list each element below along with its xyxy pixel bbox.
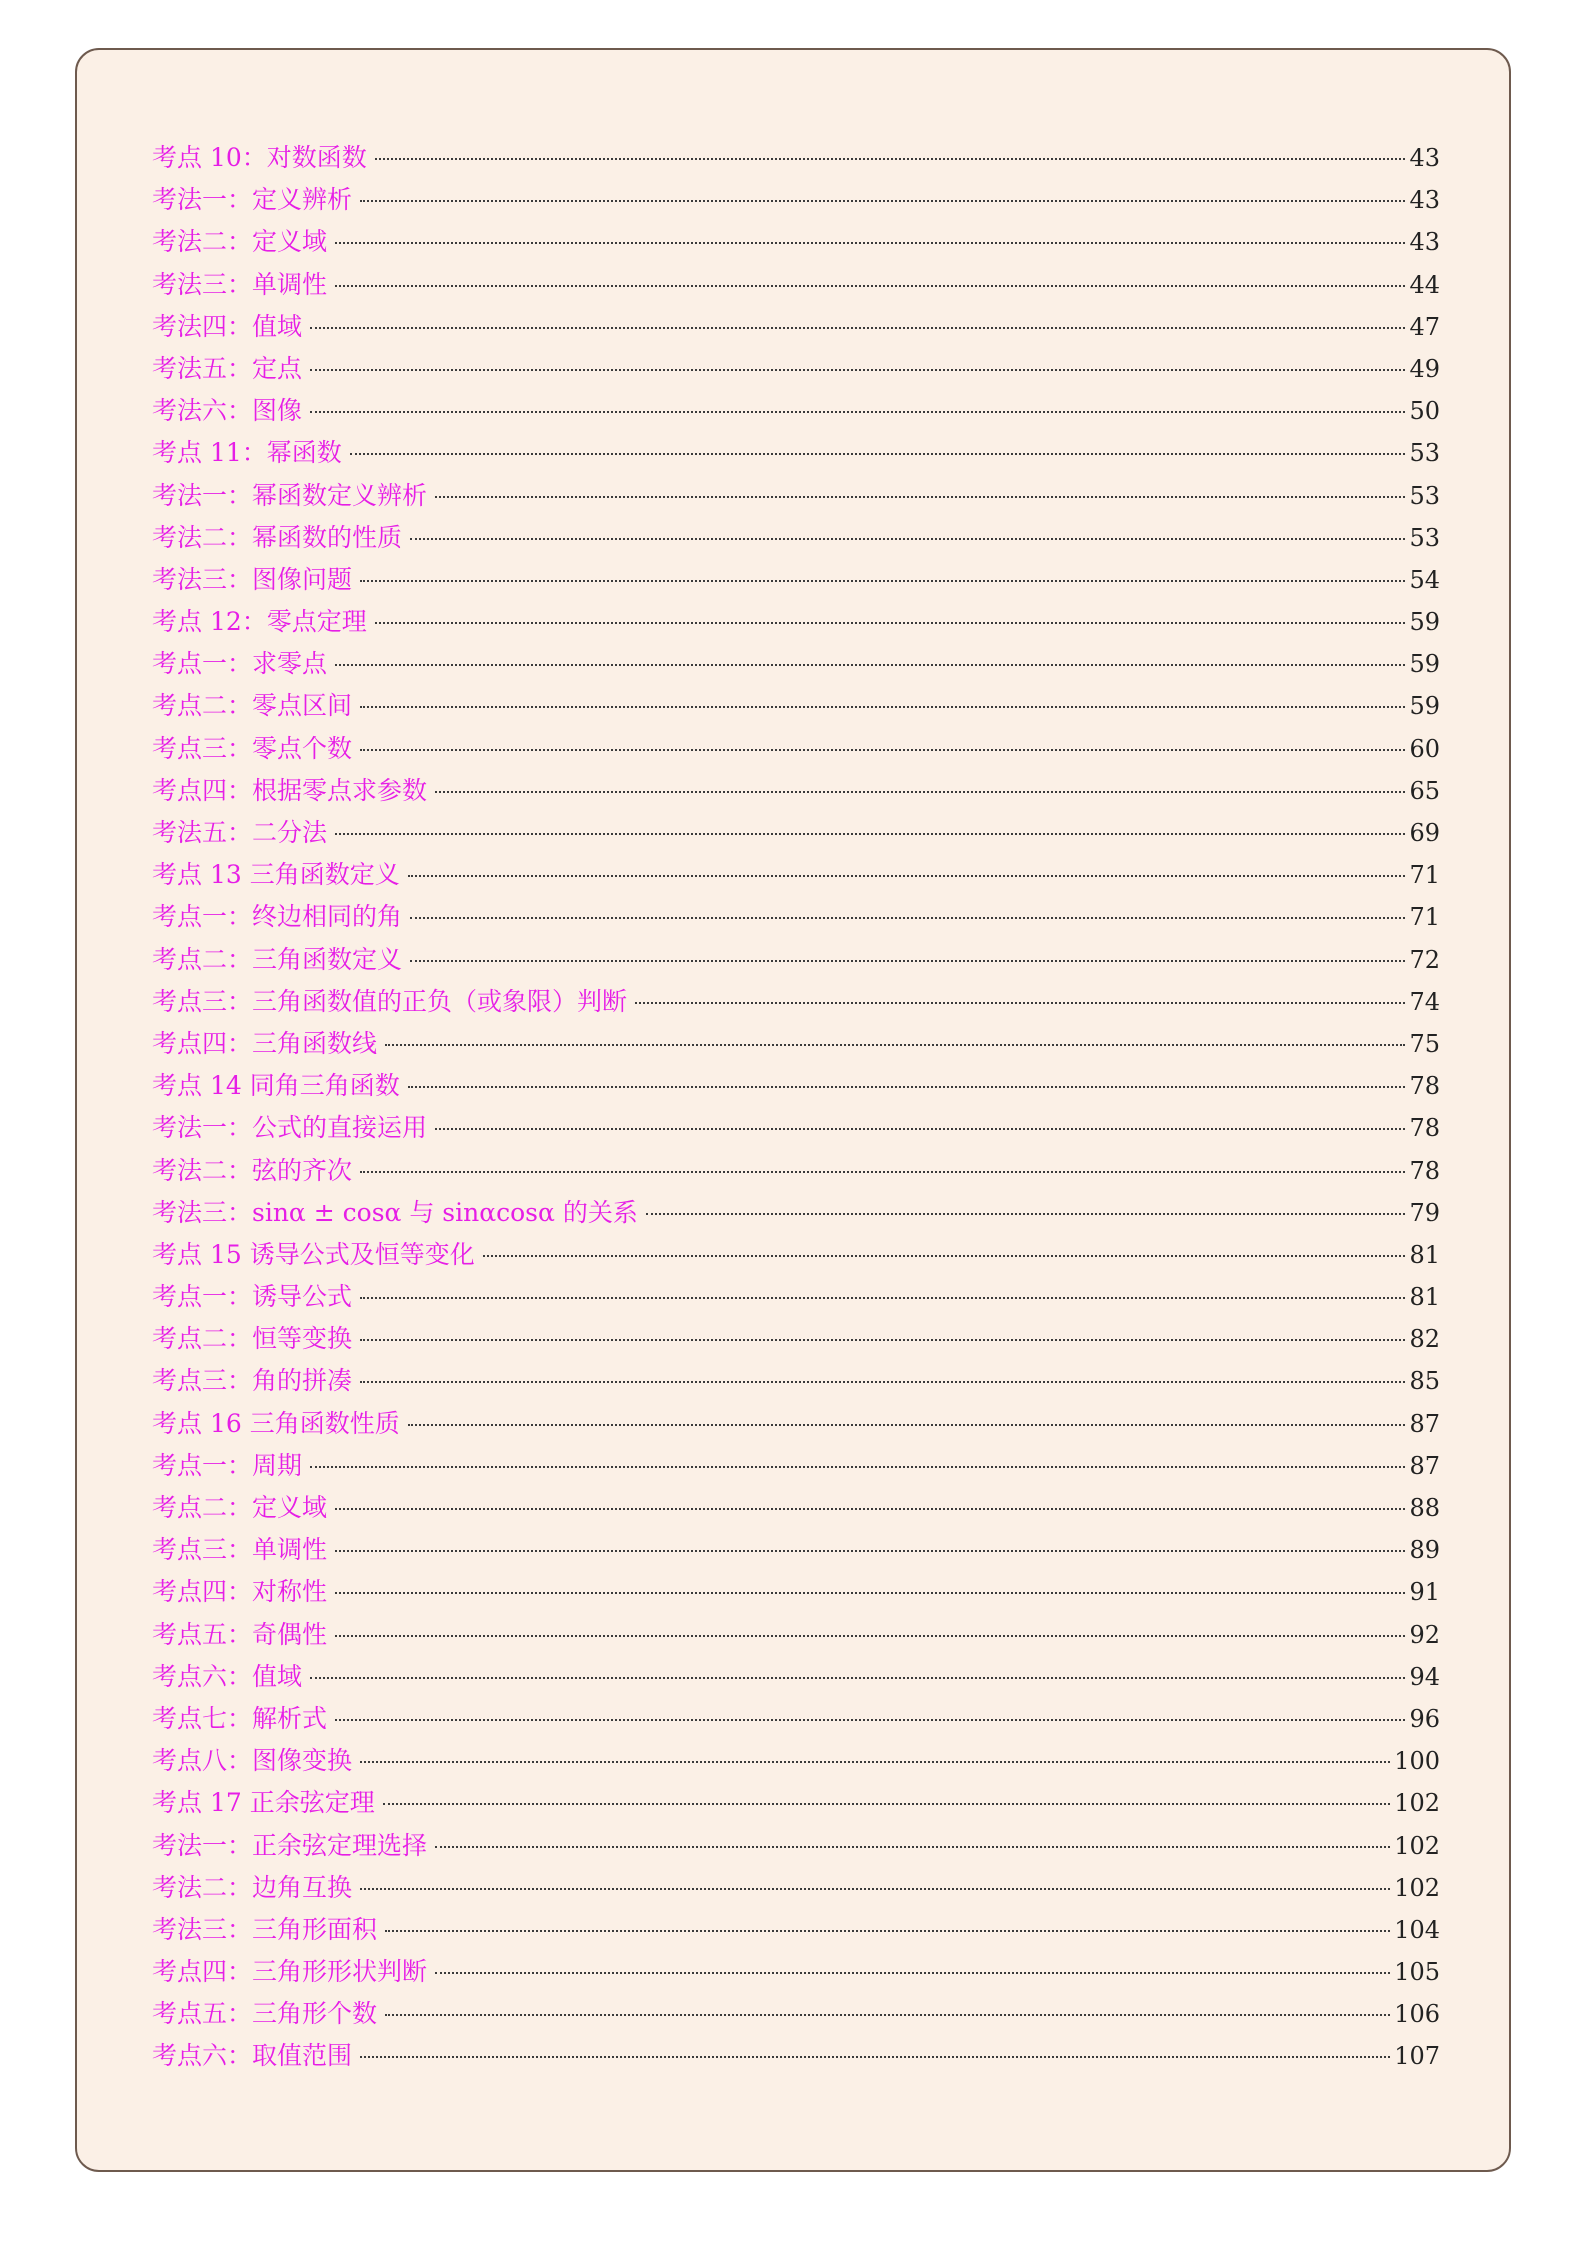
toc-entry-page: 79 (1409, 1198, 1440, 1227)
dot-leader (375, 158, 1406, 160)
toc-entry-title: 考点二：零点区间 (152, 691, 353, 721)
dot-leader (335, 833, 1405, 835)
toc-entry-page: 105 (1394, 1958, 1440, 1987)
toc-entry-page: 71 (1409, 861, 1440, 890)
toc-entry[interactable] (152, 432, 1440, 474)
toc-entry-title: 考点 17 正余弦定理 (152, 1788, 375, 1818)
toc-entry-title: 考点 11：幂函数 (152, 438, 342, 468)
toc-entry-title: 考点四：三角形形状判断 (152, 1957, 428, 1987)
toc-entry[interactable] (152, 475, 1440, 517)
toc-entry-title: 考点二：定义域 (152, 1493, 328, 1522)
toc-entry-page: 49 (1409, 354, 1440, 383)
dot-leader (385, 2014, 1390, 2016)
toc-entry-page: 81 (1409, 1240, 1440, 1269)
dot-leader (310, 1677, 1405, 1679)
toc-entry-title: 考点三：零点个数 (152, 733, 353, 763)
dot-leader (335, 1635, 1405, 1637)
toc-entry[interactable] (152, 1150, 1440, 1192)
toc-entry-page: 106 (1394, 2000, 1440, 2029)
toc-entry[interactable] (152, 1993, 1440, 2035)
dot-leader (646, 1213, 1406, 1215)
toc-entry-page: 43 (1409, 186, 1440, 215)
toc-entry-title: 考点一：周期 (152, 1450, 303, 1480)
toc-entry[interactable] (152, 1782, 1440, 1824)
toc-entry[interactable] (152, 728, 1440, 770)
toc-entry[interactable] (152, 2035, 1440, 2077)
toc-entry-page: 102 (1394, 1873, 1440, 1902)
toc-entry-page: 43 (1409, 144, 1440, 172)
toc-entry-title: 考法三：单调性 (152, 269, 328, 299)
toc-entry[interactable] (152, 221, 1440, 263)
toc-entry-page: 53 (1409, 481, 1440, 510)
toc-entry[interactable] (152, 1614, 1440, 1656)
toc-entry-title: 考法六：图像 (152, 396, 303, 426)
toc-entry-title: 考点六：值域 (152, 1661, 303, 1691)
toc-entry-title: 考点 15 诱导公式及恒等变化 (152, 1239, 475, 1269)
toc-entry-title: 考点五：三角形个数 (152, 1999, 378, 2029)
dot-leader (410, 960, 1405, 962)
toc-entry-page: 92 (1409, 1620, 1440, 1649)
toc-entry-page: 72 (1409, 945, 1440, 974)
dot-leader (360, 1297, 1405, 1299)
toc-entry-page: 54 (1409, 565, 1440, 594)
toc-entry[interactable] (152, 1276, 1440, 1318)
toc-entry-title: 考点七：解析式 (152, 1703, 328, 1733)
toc-entry[interactable] (152, 1487, 1440, 1529)
toc-entry-title: 考法三：sinα ± cosα 与 sinαcosα 的关系 (152, 1197, 638, 1227)
dot-leader (435, 1972, 1390, 1974)
toc-entry-title: 考点八：图像变换 (152, 1746, 353, 1776)
toc-entry-title: 考点一：诱导公式 (152, 1282, 353, 1312)
toc-entry-page: 104 (1394, 1915, 1440, 1944)
dot-leader (360, 749, 1405, 751)
toc-entry[interactable] (152, 643, 1440, 685)
toc-entry-page: 59 (1409, 608, 1440, 637)
toc-entry-page: 100 (1394, 1747, 1440, 1776)
toc-entry-page: 88 (1409, 1494, 1440, 1522)
toc-entry-title: 考法一：幂函数定义辨析 (152, 480, 428, 510)
dot-leader (350, 453, 1406, 455)
dot-leader (410, 538, 1405, 540)
toc-entry-page: 71 (1409, 903, 1440, 932)
toc-entry-title: 考点 14 同角三角函数 (152, 1071, 400, 1101)
toc-entry-title: 考点二：恒等变换 (152, 1324, 353, 1354)
toc-entry[interactable] (152, 1529, 1440, 1571)
toc-entry-title: 考法二：幂函数的性质 (152, 522, 403, 552)
dot-leader (435, 496, 1405, 498)
toc-entry-page: 74 (1409, 987, 1440, 1016)
toc-entry[interactable] (152, 559, 1440, 601)
toc-entry-title: 考点二：三角函数定义 (152, 944, 403, 974)
toc-entry-title: 考点六：取值范围 (152, 2041, 353, 2071)
toc-entry-title: 考法一：定义辨析 (152, 185, 353, 215)
toc-entry[interactable] (152, 1192, 1440, 1234)
toc-entry[interactable] (152, 1571, 1440, 1613)
dot-leader (408, 875, 1406, 877)
toc-entry[interactable] (152, 1867, 1440, 1909)
toc-entry-title: 考点三：三角函数值的正负（或象限）判断 (152, 986, 628, 1016)
dot-leader (408, 1424, 1406, 1426)
toc-entry-title: 考点四：根据零点求参数 (152, 775, 428, 805)
dot-leader (335, 664, 1405, 666)
toc-entry-page: 59 (1409, 650, 1440, 679)
toc-entry-page: 87 (1409, 1451, 1440, 1480)
toc-entry[interactable] (152, 812, 1440, 854)
toc-entry-title: 考法四：值域 (152, 311, 303, 341)
dot-leader (335, 1719, 1405, 1721)
dot-leader (335, 1508, 1405, 1510)
dot-leader (335, 1550, 1405, 1552)
dot-leader (360, 200, 1405, 202)
dot-leader (310, 327, 1405, 329)
toc-entry[interactable] (152, 1234, 1440, 1276)
toc-entry[interactable] (152, 1951, 1440, 1993)
toc-entry[interactable] (152, 137, 1440, 179)
toc-entry[interactable] (152, 1023, 1440, 1065)
toc-entry-page: 59 (1409, 692, 1440, 721)
dot-leader (360, 1761, 1390, 1763)
toc-entry[interactable] (152, 1740, 1440, 1782)
dot-leader (435, 791, 1405, 793)
toc-entry-page: 43 (1409, 228, 1440, 257)
dot-leader (375, 622, 1406, 624)
dot-leader (360, 1888, 1390, 1890)
toc-entry-page: 47 (1409, 312, 1440, 341)
dot-leader (408, 1086, 1406, 1088)
toc-entry[interactable] (152, 306, 1440, 348)
toc-entry-title: 考法三：三角形面积 (152, 1914, 378, 1944)
toc-entry[interactable] (152, 390, 1440, 432)
toc-entry[interactable] (152, 981, 1440, 1023)
toc-entry-title: 考点 12：零点定理 (152, 607, 367, 637)
toc-entry-page: 53 (1409, 523, 1440, 552)
dot-leader (435, 1846, 1390, 1848)
toc-entry-title: 考法五：定点 (152, 353, 303, 383)
toc-entry-page: 69 (1409, 819, 1440, 847)
toc-entry[interactable] (152, 264, 1440, 306)
toc-entry-page: 87 (1409, 1409, 1440, 1438)
toc-entry[interactable] (152, 1403, 1440, 1445)
toc-entry-title: 考法五：二分法 (152, 818, 328, 847)
toc-entry-page: 91 (1409, 1578, 1440, 1607)
dot-leader (360, 1381, 1405, 1383)
toc-entry-page: 78 (1409, 1156, 1440, 1185)
toc-entry-title: 考点四：对称性 (152, 1577, 328, 1607)
dot-leader (360, 1339, 1405, 1341)
toc-entry-title: 考点五：奇偶性 (152, 1619, 328, 1649)
dot-leader (635, 1002, 1405, 1004)
dot-leader (385, 1044, 1405, 1046)
toc-entry-page: 75 (1409, 1029, 1440, 1058)
toc-entry[interactable] (152, 896, 1440, 938)
toc-entry[interactable] (152, 179, 1440, 221)
toc-entry-page: 44 (1409, 270, 1440, 299)
dot-leader (360, 2056, 1390, 2058)
toc-entry-title: 考点 13 三角函数定义 (152, 860, 400, 890)
toc-entry-title: 考点三：角的拼凑 (152, 1366, 353, 1396)
toc-entry[interactable] (152, 348, 1440, 390)
toc-entry[interactable] (152, 770, 1440, 812)
toc-entry-title: 考点 16 三角函数性质 (152, 1408, 400, 1438)
dot-leader (360, 1171, 1405, 1173)
toc-entry[interactable] (152, 1656, 1440, 1698)
toc-entry-page: 53 (1409, 439, 1440, 468)
toc-entry-page: 89 (1409, 1536, 1440, 1565)
toc-entry-page: 107 (1394, 2042, 1440, 2071)
dot-leader (335, 1592, 1405, 1594)
toc-entry[interactable] (152, 1107, 1440, 1149)
dot-leader (335, 285, 1405, 287)
toc-entry[interactable] (152, 517, 1440, 559)
dot-leader (310, 369, 1405, 371)
dot-leader (410, 917, 1405, 919)
toc-entry-page: 50 (1409, 397, 1440, 426)
dot-leader (310, 1466, 1405, 1468)
dot-leader (483, 1255, 1406, 1257)
dot-leader (383, 1803, 1390, 1805)
toc-entry-title: 考法一：公式的直接运用 (152, 1113, 428, 1143)
toc-entry[interactable] (152, 854, 1440, 896)
toc-entry-page: 60 (1409, 734, 1440, 763)
toc-entry[interactable] (152, 1445, 1440, 1487)
toc-entry-page: 78 (1409, 1114, 1440, 1143)
toc-entry-page: 94 (1409, 1662, 1440, 1691)
toc-entry-page: 96 (1409, 1704, 1440, 1733)
toc-entry-page: 65 (1409, 776, 1440, 805)
dot-leader (335, 242, 1405, 244)
toc-entry[interactable] (152, 1318, 1440, 1360)
toc-entry-page: 102 (1394, 1831, 1440, 1860)
dot-leader (360, 706, 1405, 708)
toc-entry-page: 81 (1409, 1283, 1440, 1312)
dot-leader (310, 411, 1405, 413)
toc-entry-title: 考点一：求零点 (152, 649, 328, 679)
toc-entry[interactable] (152, 1698, 1440, 1740)
toc-entry-page: 78 (1409, 1072, 1440, 1101)
toc-entry-page: 85 (1409, 1367, 1440, 1396)
toc-entry-title: 考点 10：对数函数 (152, 143, 367, 172)
toc-entry[interactable] (152, 1909, 1440, 1951)
toc-entry-page: 82 (1409, 1325, 1440, 1354)
toc-entry-title: 考法一：正余弦定理选择 (152, 1830, 428, 1860)
toc-entry[interactable] (152, 1065, 1440, 1107)
toc-entry[interactable] (152, 601, 1440, 643)
toc-entry-title: 考法三：图像问题 (152, 564, 353, 594)
toc-entry-title: 考点一：终边相同的角 (152, 902, 403, 932)
toc-entry-title: 考法二：弦的齐次 (152, 1155, 353, 1185)
dot-leader (435, 1128, 1405, 1130)
toc-entry[interactable] (152, 1825, 1440, 1867)
dot-leader (385, 1930, 1390, 1932)
toc-entry-title: 考点三：单调性 (152, 1535, 328, 1565)
table-of-contents (152, 137, 1440, 2078)
dot-leader (360, 580, 1405, 582)
toc-entry-page: 102 (1394, 1789, 1440, 1818)
toc-entry-title: 考法二：定义域 (152, 227, 328, 257)
toc-entry[interactable] (152, 685, 1440, 727)
toc-entry[interactable] (152, 1360, 1440, 1402)
toc-entry-title: 考法二：边角互换 (152, 1872, 353, 1902)
toc-entry[interactable] (152, 939, 1440, 981)
toc-entry-title: 考点四：三角函数线 (152, 1028, 378, 1058)
